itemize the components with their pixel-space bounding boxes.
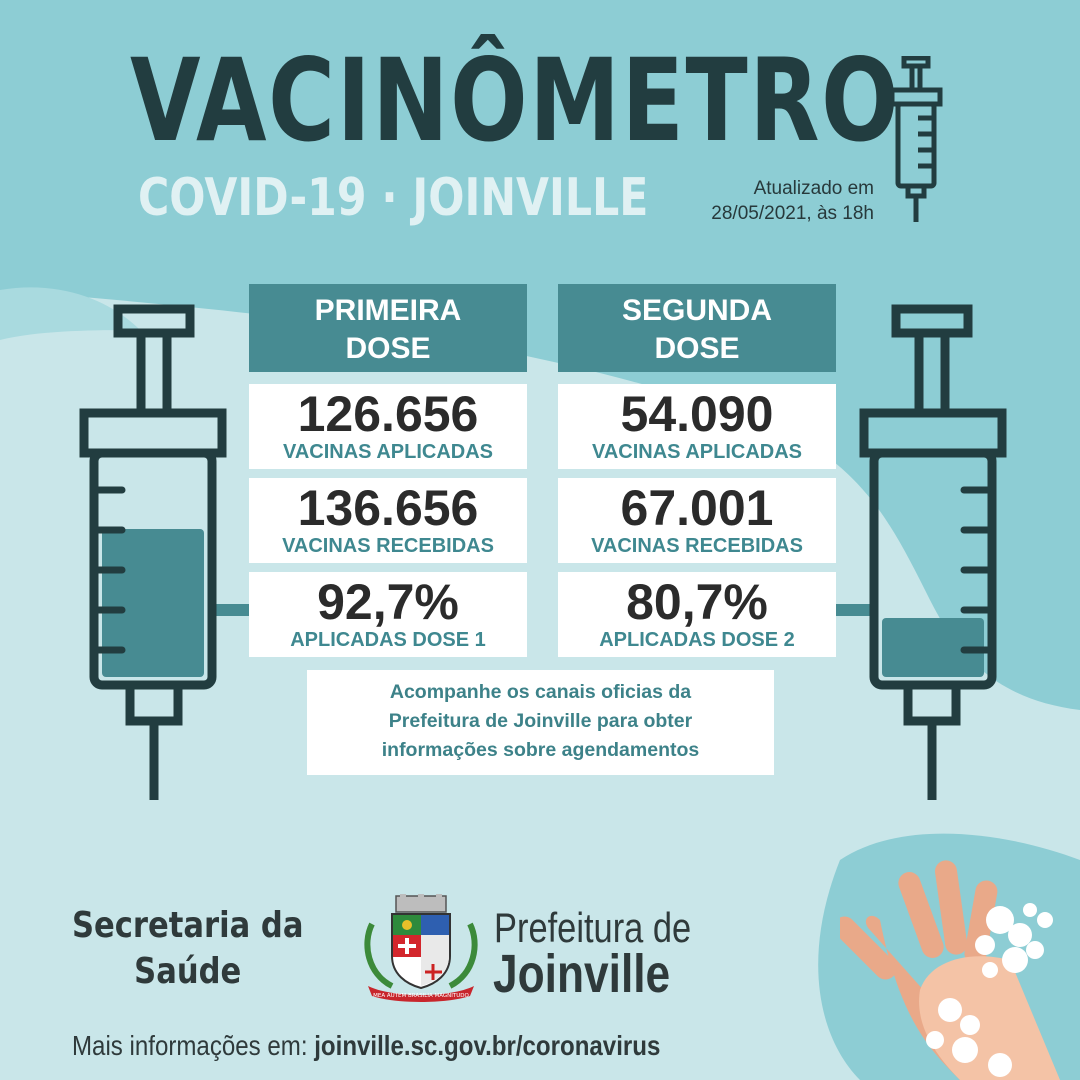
subtitle: COVID-19 · JOINVILLE xyxy=(138,168,649,228)
dose-1-applied-value: 126.656 xyxy=(297,386,479,442)
dose-1-percent-label: APLICADAS DOSE 1 xyxy=(290,629,486,651)
dose-2-applied xyxy=(558,384,836,469)
dose-2-header xyxy=(558,284,836,372)
secretaria-line-1: Secretaria da xyxy=(72,905,304,946)
more-info-label: Mais informações em: xyxy=(72,1030,308,1061)
updated-date: 28/05/2021, às 18h xyxy=(711,203,874,224)
syringe-icon xyxy=(78,304,228,804)
dose-1-received-label: VACINAS RECEBIDAS xyxy=(282,535,494,557)
dose-2-applied-value: 54.090 xyxy=(620,386,774,442)
dose-2-applied-label: VACINAS APLICADAS xyxy=(591,441,802,463)
dose-2-percent xyxy=(558,572,836,657)
info-box xyxy=(307,670,774,775)
dose-1-applied-label: VACINAS APLICADAS xyxy=(282,441,493,463)
dose-2-received-label: VACINAS RECEBIDAS xyxy=(591,535,803,557)
dose-2-percent-value: 80,7% xyxy=(626,574,768,630)
secretaria-saude-logo xyxy=(72,903,303,995)
prefeitura-line-2: Joinville xyxy=(493,944,671,1004)
page-title: VACINÔMETRO xyxy=(130,34,901,167)
info-line-3: informações sobre agendamentos xyxy=(381,739,700,761)
liquid-level-dose-1 xyxy=(102,529,204,677)
dose-1-received xyxy=(249,478,527,563)
updated-timestamp xyxy=(711,176,874,226)
dose-2-received xyxy=(558,478,836,563)
city-crest-icon xyxy=(362,894,480,1002)
prefeitura-line-1: Prefeitura de xyxy=(494,904,692,951)
syringe-icon xyxy=(888,56,944,226)
dose-1-percent xyxy=(249,572,527,657)
dose-1-percent-value: 92,7% xyxy=(317,574,459,630)
dose-1-applied xyxy=(249,384,527,469)
coronavirus-link[interactable]: joinville.sc.gov.br/coronavirus xyxy=(314,1030,661,1061)
dose-1-header-line1: PRIMEIRA xyxy=(314,294,462,327)
dose-2-header-line2: DOSE xyxy=(654,332,740,365)
secretaria-line-2: Saúde xyxy=(134,951,242,992)
dose-2-header-line1: SEGUNDA xyxy=(621,294,772,327)
info-line-2: Prefeitura de Joinville para obter xyxy=(388,710,693,732)
info-line-1: Acompanhe os canais oficias da xyxy=(389,681,692,703)
dose-1-header xyxy=(249,284,527,372)
crest-motto: MEA AUTEM BRASILIA MAGNITUDO xyxy=(373,993,469,999)
hand-washing-icon xyxy=(840,850,1080,1080)
more-info xyxy=(72,1030,660,1062)
syringe-icon xyxy=(858,304,1008,804)
dose-2-percent-label: APLICADAS DOSE 2 xyxy=(599,629,795,651)
dose-1-header-line2: DOSE xyxy=(345,332,431,365)
dose-1-received-value: 136.656 xyxy=(297,480,479,536)
updated-label: Atualizado em xyxy=(753,178,874,199)
dose-2-received-value: 67.001 xyxy=(620,480,774,536)
